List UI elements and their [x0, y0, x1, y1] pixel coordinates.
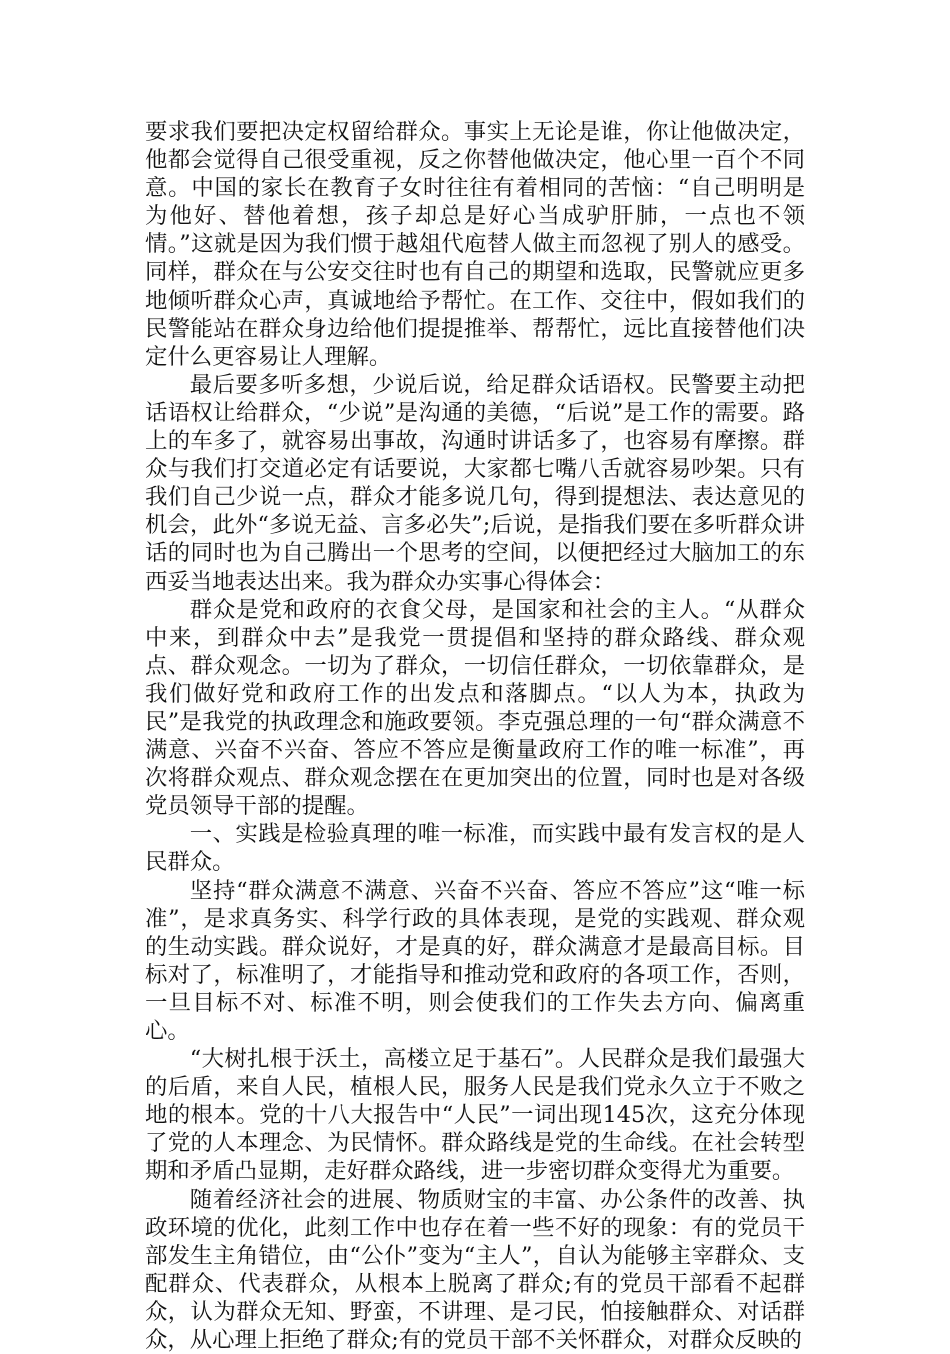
paragraph-5: 坚持“群众满意不满意、兴奋不兴奋、答应不答应”这“唯一标准”，是求真务实、科学行政的具体表现，是党的实践观、群众观的生动实践。群众说好，才是真的好，群众满意才是最高目标。目标对了，标准明了，才能指导和推动党和政府的各项工作，否则，一旦目标不对、标准不明，则会使我们的工作失去方向、偏离重心。 — [145, 877, 805, 1044]
paragraph-7: 随着经济社会的进展、物质财宝的丰富、办公条件的改善、执政环境的优化，此刻工作中也存在着一些不好的现象：有的党员干部发生主角错位，由“公仆”变为“主人”，自认为能够主宰群众、支配群众、代表群众，从根本上脱离了群众;有的党员干部看不起群众，认为群众无知、野蛮，不讲理、是刁民，怕接触群众、对话群众，从心理上拒绝了群众;有的党员干部不关怀群众，对群众反映的 — [145, 1186, 805, 1354]
paragraph-3: 群众是党和政府的衣食父母，是国家和社会的主人。“从群众中来，到群众中去”是我党一贯提倡和坚持的群众路线、群众观点、群众观念。一切为了群众，一切信任群众，一切依靠群众，是我们做好党和政府工作的出发点和落脚点。“以人为本，执政为民”是我党的执政理念和施政要领。李克强总理的一句“群众满意不满意、兴奋不兴奋、答应不答应是衡量政府工作的唯一标准”，再次将群众观点、群众观念摆在在更加突出的位置，同时也是对各级党员领导干部的提醒。 — [145, 596, 805, 820]
paragraph-2: 最后要多听多想，少说后说，给足群众话语权。民警要主动把话语权让给群众，“少说”是沟通的美德，“后说”是工作的需要。路上的车多了，就容易出事故，沟通时讲话多了，也容易有摩擦。群众与我们打交道必定有话要说，大家都七嘴八舌就容易吵架。只有我们自己少说一点，群众才能多说几句，得到提想法、表达意见的机会，此外“多说无益、言多必失”;后说，是指我们要在多听群众讲话的同时也为自己腾出一个思考的空间，以便把经过大脑加工的东西妥当地表达出来。我为群众办实事心得体会： — [145, 371, 805, 595]
document-page — [145, 118, 805, 1354]
paragraph-6: “大树扎根于沃土，高楼立足于基石”。人民群众是我们最强大的后盾，来自人民，植根人民，服务人民是我们党永久立于不败之地的根本。党的十八大报告中“人民”一词出现145次，这充分体现了党的人本理念、为民情怀。群众路线是党的生命线。在社会转型期和矛盾凸显期，走好群众路线，进一步密切群众变得尤为重要。 — [145, 1046, 805, 1185]
paragraph-1: 要求我们要把决定权留给群众。事实上无论是谁，你让他做决定，他都会觉得自己很受重视，反之你替他做决定，他心里一百个不同意。中国的家长在教育子女时往往有着相同的苦恼：“自己明明是为他好、替他着想，孩子却总是好心当成驴肝肺，一点也不领情。”这就是因为我们惯于越俎代庖替人做主而忽视了别人的感受。同样，群众在与公安交往时也有自己的期望和选取，民警就应更多地倾听群众心声，真诚地给予帮忙。在工作、交往中，假如我们的民警能站在群众身边给他们提提推举、帮帮忙，远比直接替他们决定什么更容易让人理解。 — [145, 119, 805, 370]
paragraph-4-heading: 一、实践是检验真理的唯一标准，而实践中最有发言权的是人民群众。 — [145, 821, 805, 876]
